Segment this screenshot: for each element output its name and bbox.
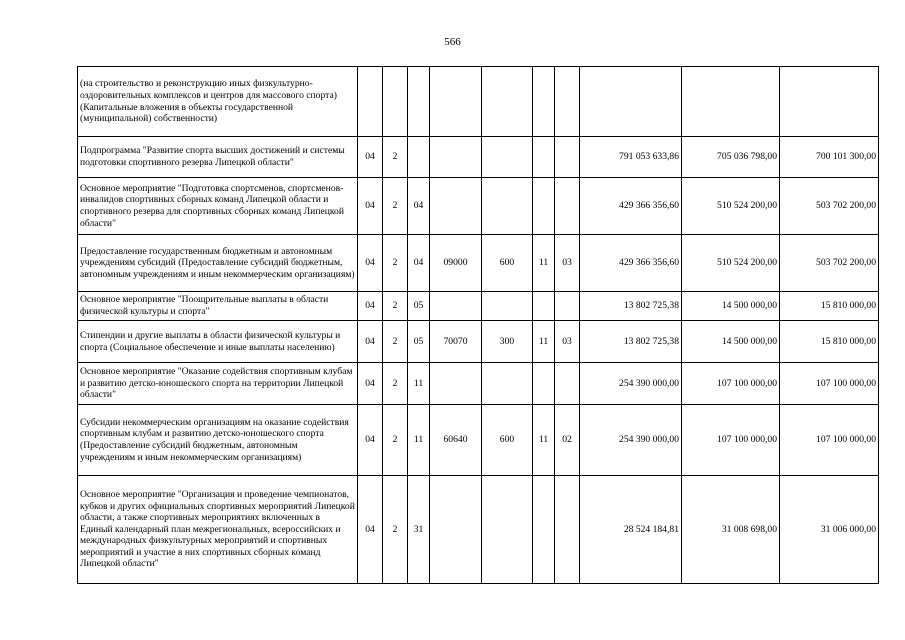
row-name-cell: Стипендии и другие выплаты в области физической культуры и спорта (Социальное обеспечение и иные выплаты населению)	[78, 321, 358, 363]
section-code-cell: 04	[358, 363, 383, 405]
table-row	[78, 67, 879, 137]
subsection-cell	[555, 137, 580, 178]
subsection-cell	[555, 363, 580, 405]
measure-code-cell: 05	[408, 292, 430, 321]
amount-year-2-cell	[682, 67, 780, 137]
amount-year-1-cell: 254 390 000,00	[580, 363, 682, 405]
direction-code-cell	[430, 292, 482, 321]
table-row	[78, 476, 879, 584]
measure-code-cell	[408, 67, 430, 137]
expense-type-cell: 600	[482, 405, 533, 476]
subprogram-code-cell: 2	[383, 235, 408, 292]
amount-year-3-cell: 503 702 200,00	[780, 178, 879, 235]
expense-type-cell	[482, 363, 533, 405]
amount-year-1-cell	[580, 67, 682, 137]
row-name-cell: Основное мероприятие "Подготовка спортсменов, спортсменов-инвалидов спортивных сборных команд Липецкой области и спортивного резерва для спортивных сборных команд Липецкой области"	[78, 178, 358, 235]
section-code-cell: 04	[358, 321, 383, 363]
amount-year-3-cell: 31 006 000,00	[780, 476, 879, 584]
row-name-cell: Предоставление государственным бюджетным и автономным учреждениям субсидий (Предоставление субсидий бюджетным, автономным учреждениям и иным некоммерческим организациям)	[78, 235, 358, 292]
subprogram-code-cell	[383, 67, 408, 137]
subprogram-code-cell: 2	[383, 405, 408, 476]
section-code-cell	[358, 67, 383, 137]
direction-code-cell	[430, 67, 482, 137]
direction-code-cell: 60640	[430, 405, 482, 476]
amount-year-2-cell: 31 008 698,00	[682, 476, 780, 584]
subprogram-code-cell: 2	[383, 178, 408, 235]
direction-code-cell: 70070	[430, 321, 482, 363]
row-name-cell: Основное мероприятие "Организация и проведение чемпионатов, кубков и других официальных спортивных мероприятий Липецкой области, а также спортивных мероприятиях включенных в Единый календарный план межрегиональных, всероссийских и международных физкультурных мероприятий и спортивных мероприятий и участие в них спортивных сборных команд Липецкой области"	[78, 476, 358, 584]
row-name-cell: Субсидии некоммерческим организациям на оказание содействия спортивным клубам и развитию детско-юношеского спорта (Предоставление субсидий бюджетным, автономным учреждениям и иным некоммерческим организациям)	[78, 405, 358, 476]
amount-year-2-cell: 705 036 798,00	[682, 137, 780, 178]
measure-code-cell: 04	[408, 178, 430, 235]
expense-type-cell	[482, 292, 533, 321]
table-row	[78, 363, 879, 405]
subprogram-code-cell: 2	[383, 363, 408, 405]
amount-year-3-cell: 503 702 200,00	[780, 235, 879, 292]
direction-code-cell: 09000	[430, 235, 482, 292]
amount-year-2-cell: 510 524 200,00	[682, 178, 780, 235]
table-row	[78, 137, 879, 178]
subprogram-code-cell: 2	[383, 292, 408, 321]
measure-code-cell: 04	[408, 235, 430, 292]
table-row	[78, 292, 879, 321]
amount-year-2-cell: 14 500 000,00	[682, 292, 780, 321]
expense-type-cell	[482, 67, 533, 137]
measure-code-cell: 31	[408, 476, 430, 584]
subsection-cell	[555, 67, 580, 137]
table-row	[78, 178, 879, 235]
expense-type-cell	[482, 476, 533, 584]
row-name-cell: Основное мероприятие "Поощрительные выплаты в области физической культуры и спорта"	[78, 292, 358, 321]
amount-year-1-cell: 791 053 633,86	[580, 137, 682, 178]
table-row	[78, 321, 879, 363]
subsection-cell: 02	[555, 405, 580, 476]
row-name-cell: (на строительство и реконструкцию иных физкультурно-оздоровительных комплексов и центров для массового спорта) (Капитальные вложения в объекты государственной (муниципальной) собственности)	[78, 67, 358, 137]
direction-code-cell	[430, 363, 482, 405]
amount-year-2-cell: 107 100 000,00	[682, 405, 780, 476]
section-cell	[533, 476, 555, 584]
expense-type-cell: 600	[482, 235, 533, 292]
table-row	[78, 235, 879, 292]
amount-year-1-cell: 429 366 356,60	[580, 178, 682, 235]
section-cell	[533, 137, 555, 178]
section-code-cell: 04	[358, 405, 383, 476]
page-number: 566	[444, 36, 461, 48]
section-cell	[533, 363, 555, 405]
subprogram-code-cell: 2	[383, 321, 408, 363]
measure-code-cell: 05	[408, 321, 430, 363]
row-name-cell: Основное мероприятие "Оказание содействия спортивным клубам и развитию детско-юношеского спорта на территории Липецкой области"	[78, 363, 358, 405]
subsection-cell	[555, 476, 580, 584]
section-cell: 11	[533, 235, 555, 292]
amount-year-1-cell: 28 524 184,81	[580, 476, 682, 584]
amount-year-1-cell: 13 802 725,38	[580, 321, 682, 363]
amount-year-3-cell	[780, 67, 879, 137]
measure-code-cell: 11	[408, 405, 430, 476]
subsection-cell: 03	[555, 235, 580, 292]
amount-year-3-cell: 15 810 000,00	[780, 292, 879, 321]
section-cell	[533, 292, 555, 321]
section-code-cell: 04	[358, 292, 383, 321]
direction-code-cell	[430, 476, 482, 584]
section-cell: 11	[533, 321, 555, 363]
expense-type-cell: 300	[482, 321, 533, 363]
amount-year-1-cell: 429 366 356,60	[580, 235, 682, 292]
subprogram-code-cell: 2	[383, 137, 408, 178]
direction-code-cell	[430, 178, 482, 235]
section-code-cell: 04	[358, 235, 383, 292]
table-row	[78, 405, 879, 476]
row-name-cell: Подпрограмма "Развитие спорта высших достижений и системы подготовки спортивного резерва Липецкой области"	[78, 137, 358, 178]
amount-year-3-cell: 15 810 000,00	[780, 321, 879, 363]
amount-year-1-cell: 13 802 725,38	[580, 292, 682, 321]
measure-code-cell	[408, 137, 430, 178]
expense-type-cell	[482, 178, 533, 235]
section-code-cell: 04	[358, 476, 383, 584]
section-cell	[533, 178, 555, 235]
section-code-cell: 04	[358, 137, 383, 178]
subsection-cell	[555, 178, 580, 235]
amount-year-2-cell: 14 500 000,00	[682, 321, 780, 363]
measure-code-cell: 11	[408, 363, 430, 405]
section-cell	[533, 67, 555, 137]
amount-year-2-cell: 107 100 000,00	[682, 363, 780, 405]
subsection-cell	[555, 292, 580, 321]
amount-year-3-cell: 700 101 300,00	[780, 137, 879, 178]
budget-table	[77, 66, 879, 584]
amount-year-2-cell: 510 524 200,00	[682, 235, 780, 292]
direction-code-cell	[430, 137, 482, 178]
subsection-cell: 03	[555, 321, 580, 363]
section-code-cell: 04	[358, 178, 383, 235]
expense-type-cell	[482, 137, 533, 178]
amount-year-3-cell: 107 100 000,00	[780, 405, 879, 476]
subprogram-code-cell: 2	[383, 476, 408, 584]
amount-year-3-cell: 107 100 000,00	[780, 363, 879, 405]
amount-year-1-cell: 254 390 000,00	[580, 405, 682, 476]
section-cell: 11	[533, 405, 555, 476]
